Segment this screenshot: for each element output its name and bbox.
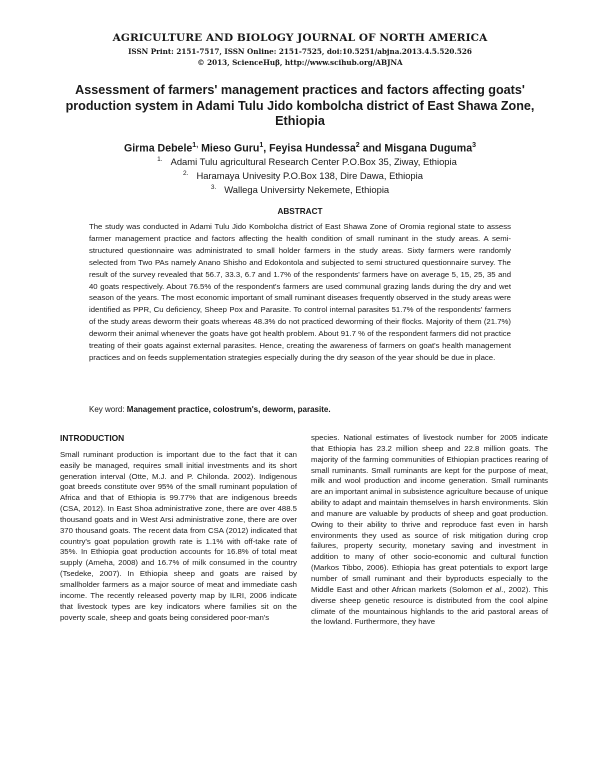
affiliation-number: 2. [183, 170, 189, 177]
affiliation-text: Haramaya Univesity P.O.Box 138, Dire Dawa, Ethiopia [196, 170, 423, 182]
affiliation [0, 184, 600, 195]
affiliation-text: Wallega Universirty Nekemete, Ethiopia [224, 184, 390, 196]
author-name: Girma Debele [123, 142, 193, 155]
left-column [60, 433, 297, 623]
body-text: species. National estimates of livestock number for 2005 indicate that Ethiopia has 23.2 million sheep and 22.8 million goats. The majority of the farming communities of Ethiopian practices rearing of small ruminants. Small ruminants are kept for the purpose of meat, milk and wool production and income generation. Small ruminants are an important animal in subsistence agriculture because of unique ability to adapt and maintain themselves in harsh environments. Skin and manure are valuable by products of sheep and goat production. Owing to their ability to thrive and reproduce fast even in harsh environments they used as source of risk mitigation during crop failures, property security, monetary saving and investment in addition to many of other socio-economic and cultural function (Markos Tibbo, 2006). Ethiopia has great potentials to export large number of small ruminant and their byproducts especially to the Middle East and other African markets (Solomon [311, 433, 548, 594]
journal-issn: ISSN Print: 2151-7517, ISSN Online: 2151-7525, doi:10.5251/abjna.2013.4.5.520.526 [128, 47, 472, 56]
keywords-label: Key word: [89, 405, 127, 414]
author-name: Misgana Duguma [384, 142, 473, 155]
author-affil-mark: 1, [192, 142, 199, 149]
affiliation-number: 1. [157, 156, 163, 163]
author-affil-mark: 1 [259, 142, 264, 149]
introduction-paragraph: Small ruminant production is important due to the fact that it can easily be managed, requires small initial investments and its short generation interval (Otte, M.J. and P. Chilonda. 2002). Indigenous goat breeds constitute over 95% of the small ruminant population of Africa and that of Ethiopia is 99.77% that are indigenous breeds (CSA, 2012). In East Shoa administrative zone, there are over 488.5 thousand goats and in West Arsi administrative zone, there are over 370 thousand goats. The recent data from CSA (2012) indicated that country's goat population growth rate is 1.1% with off-take rate of 35%. In Ethiopia goat production accounts for 16.8% of total meat supply (Ameha, 2008) and 16.7% of milk consumed in the country (Tsedeke, 2007). In Ethiopia sheep and goats are raised by smallholder farmers as a major source of meat and immediate cash income. The recently released poverty map by ILRI, 2006 indicate that livestock types are key indicators where families sit on the poverty scale, sheep and goats being considered poor-man's [60, 449, 297, 622]
author-name: Mieso Guru [201, 142, 260, 155]
author-affil-mark: 3 [472, 142, 477, 149]
affiliation [0, 170, 600, 181]
keywords [89, 405, 331, 414]
introduction-paragraph-continued [311, 433, 548, 628]
affiliation-number: 3. [210, 184, 217, 191]
author-separator: , [263, 142, 270, 155]
author-list [0, 142, 600, 155]
keywords-text: Management practice, colostrum's, deworm, parasite. [126, 405, 331, 414]
journal-copyright: © 2013, ScienceHuβ, http://www.scihub.org/ABJNA [197, 58, 403, 67]
introduction-heading: INTRODUCTION [60, 433, 125, 443]
author-separator-and: and [362, 142, 382, 155]
abstract-heading: ABSTRACT [277, 207, 323, 216]
author-affil-mark: 2 [355, 142, 360, 149]
abstract-text: The study was conducted in Adami Tulu Jido Kombolcha district of East Shawa Zone of Oromia regional state to assess farmer management practice and factors affecting the health condition of small ruminant in the study areas. A semi- structured questionnaire was administrated to small holder farmers in the study areas. Sixty farmers were randomly selected from Two PAs namely Anano Shisho and Edokontola and subjected to semi structured questionnaire survey. The result of the survey revealed that 56.7, 33.3, 6.7 and 1.7% of the respondents' farmers have on average 5, 15, 25, 35 and 40 goats respectively. About 76.5% of the respondent's farmers are used communal grazing lands during the dry and wet season of the years. The most economic important of small ruminant diseases frequently observed in the study areas were identified as PPR, Cu deficiency, Sheep Pox and Parasite. To control internal parasites 51.7% of the respondents' farmers of the study areas deworm their goats whereas 48.3% do not practiced deworming of their flocks. Majority of them (21.7%) deworm their animal whenever the goats have got health problem. About 91.7 % of the respondent farmers did not practice treating of their goats against external parasites. Hence, creating the awareness of farmers on goat's health management practices and on feeds supplementation strategies especially during the dry season of the year should be due in place. [89, 222, 511, 362]
affiliation-text: Adami Tulu agricultural Research Center P.O.Box 35, Ziway, Ethiopia [170, 156, 457, 168]
body-text: ., 2002). This diverse sheep genetic resource is distributed from the cool alpine climate of the mountainous highlands to the arid pastoral areas of the lowland. Furthermore, they have [311, 584, 548, 627]
article-title: Assessment of farmers' management practices and factors affecting goats' production system in Adami Tulu Jido kombolcha district of East Shawa Zone, Ethiopia [65, 83, 535, 129]
author-name: Feyisa Hundessa [269, 142, 356, 155]
right-column [311, 433, 548, 628]
citation-et-al: et al [485, 584, 502, 594]
affiliation [0, 156, 600, 167]
journal-name: AGRICULTURE AND BIOLOGY JOURNAL OF NORTH AMERICA [112, 32, 488, 44]
